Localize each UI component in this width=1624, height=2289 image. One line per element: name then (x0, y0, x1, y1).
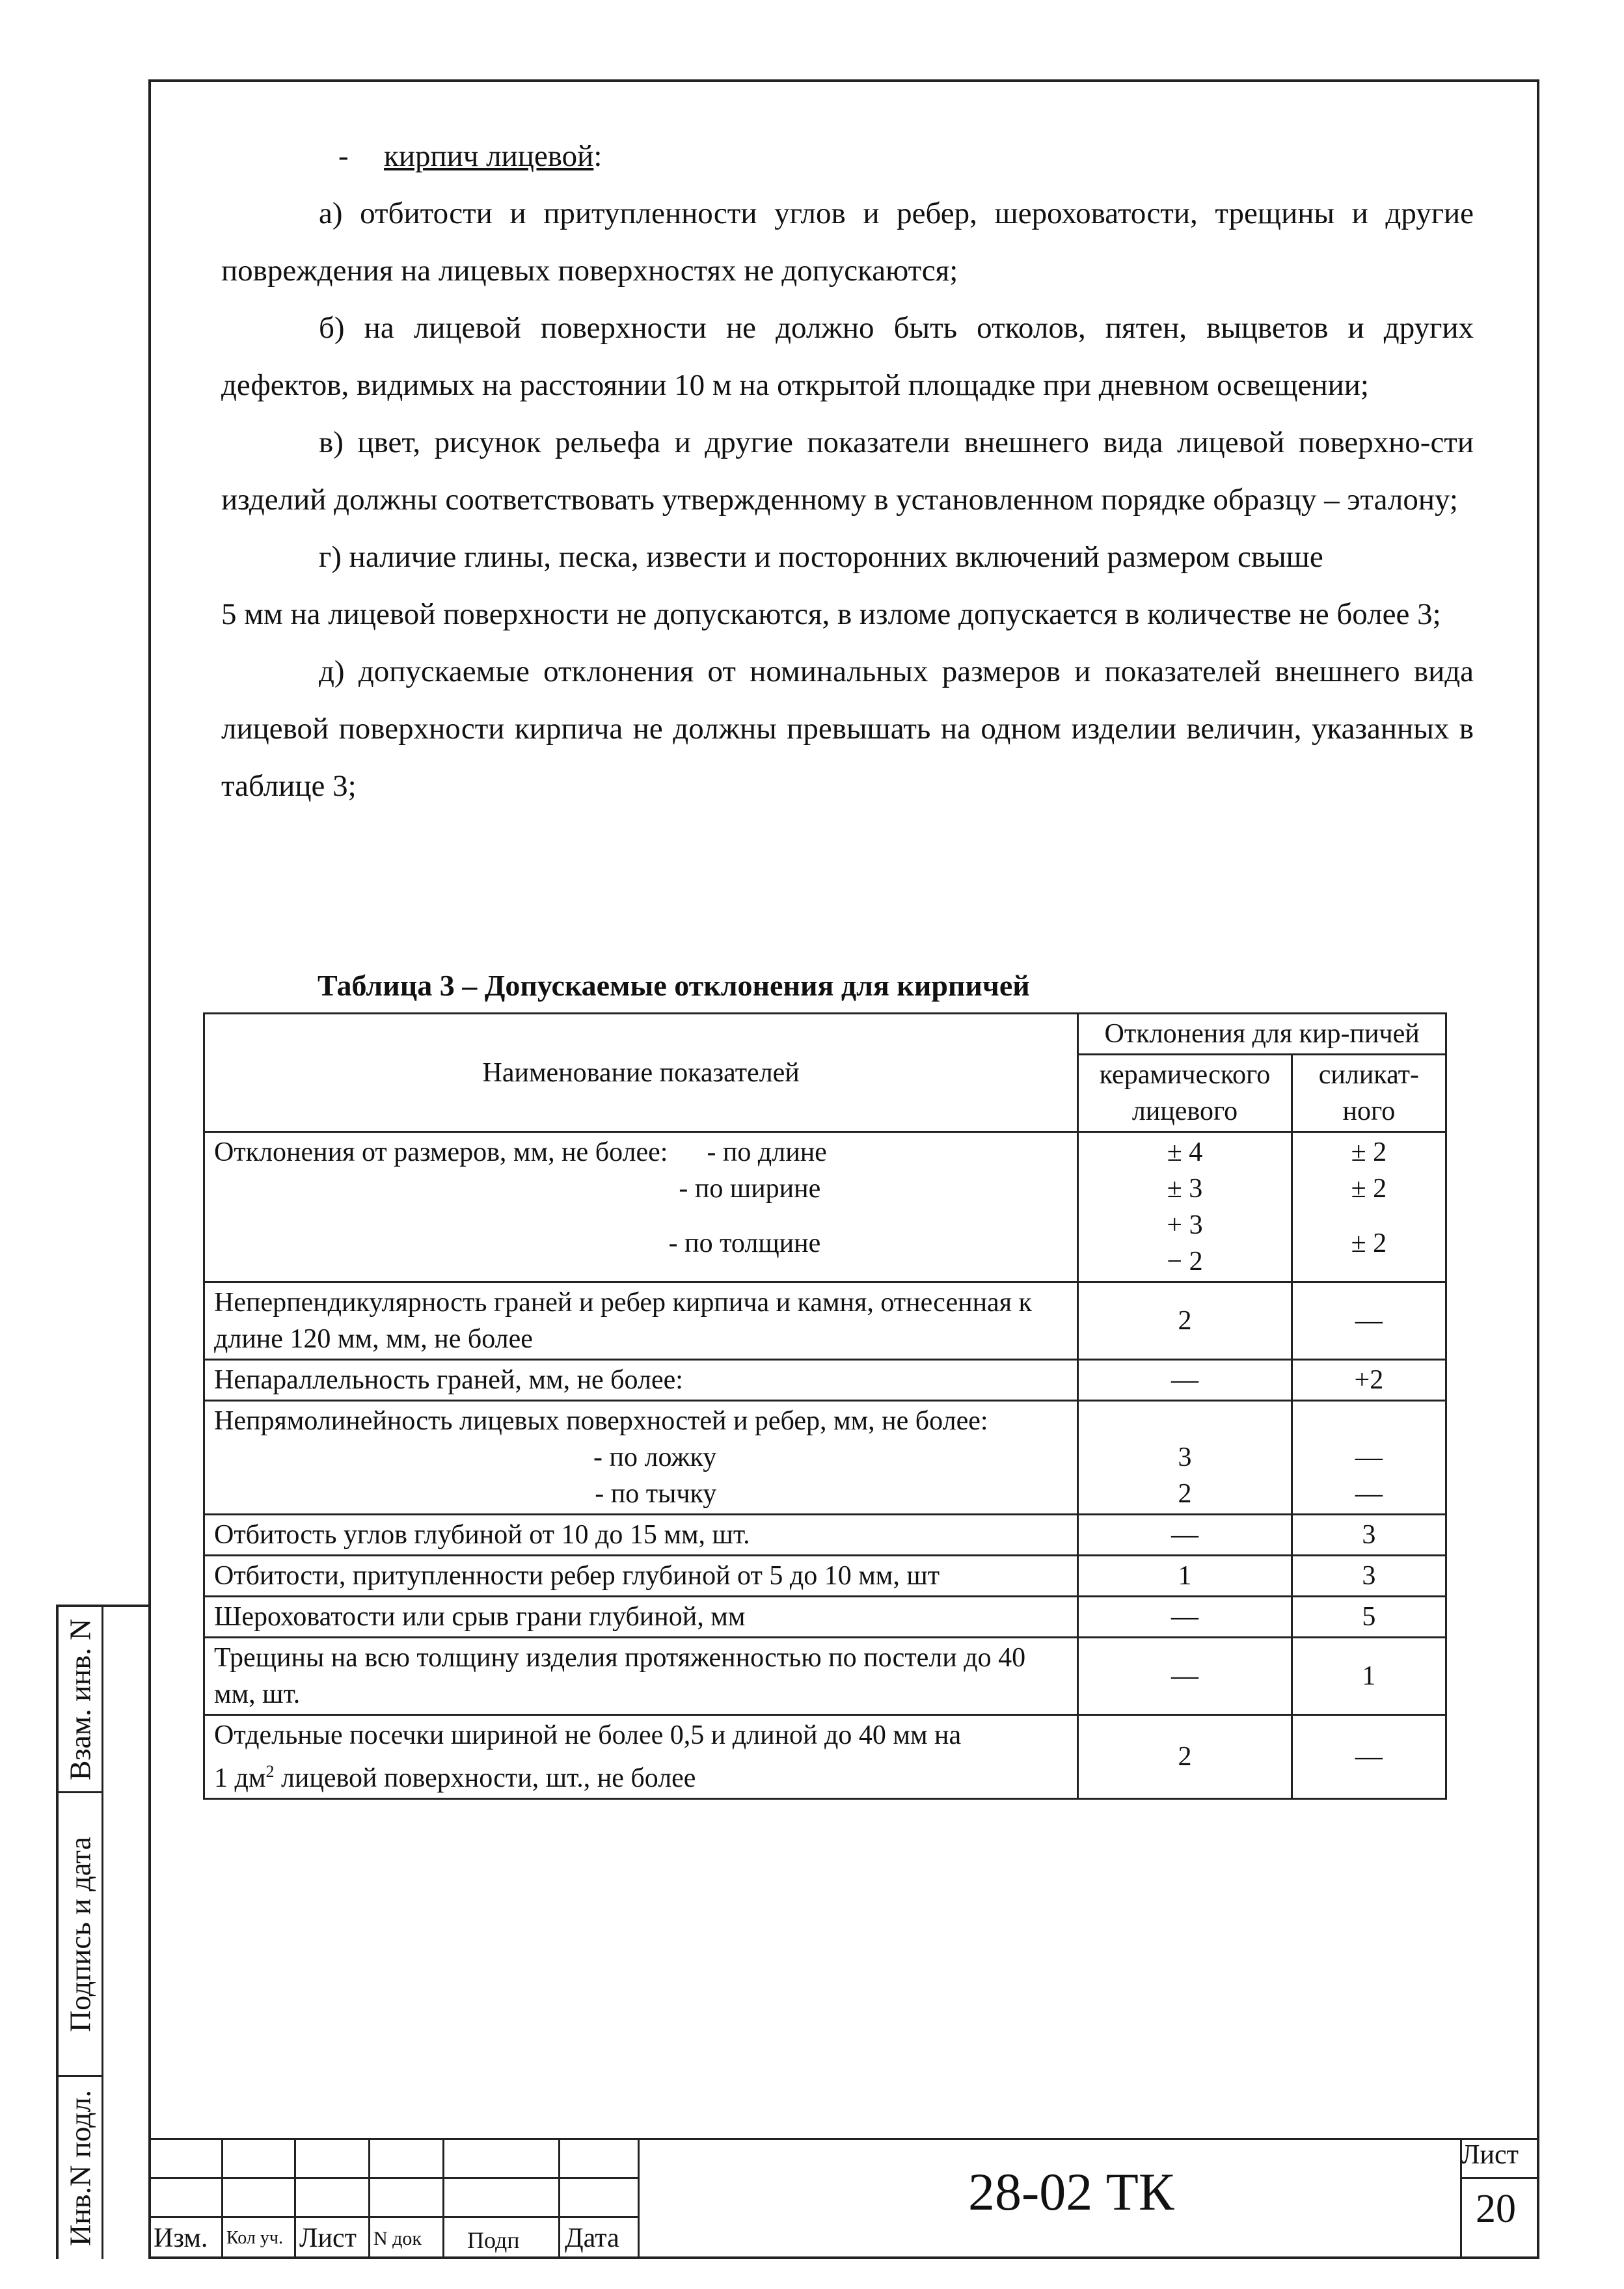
paragraph-v: в) цвет, рисунок рельефа и другие показатели внешнего вида лицевой поверхно-сти изделий должны соответствовать утвержденному в установленном порядке образцу – эталону; (221, 426, 1474, 517)
table-title: Таблица 3 – Допускаемые отклонения для кирпичей (318, 969, 1030, 1002)
side-cell-vzam: Взам. инв. N (59, 1607, 102, 1793)
stamp-list: Лист (299, 2223, 357, 2253)
stamp-izm: Изм. (154, 2223, 208, 2253)
paragraph-d: д) допускаемые отклонения от номинальных размеров и показателей внешнего вида лицевой поверхности кирпича не должны превышать на одном изделии величин, указанных в таблице 3; (221, 655, 1474, 803)
document-code: 28-02 ТК (968, 2162, 1174, 2221)
title-block (148, 2138, 1539, 2259)
paragraph-b: б) на лицевой поверхности не должно быть отколов, пятен, выцветов и других дефектов, видимых на расстоянии 10 м на открытой площадке при дневном освещении; (221, 311, 1474, 402)
paragraph-g-line2: 5 мм на лицевой поверхности не допускаются, в изломе допускается в количестве не более 3; (221, 597, 1441, 631)
header-indicator-name: Наименование показателей (204, 1014, 1078, 1132)
deviations-table (203, 1012, 1447, 1800)
table-row: Отбитость углов глубиной от 10 до 15 мм, шт. — 3 (204, 1515, 1446, 1556)
paragraph-g-line1: г) наличие глины, песка, извести и посторонних включений размером свыше (319, 540, 1323, 574)
table-row: Непараллельность граней, мм, не более: — +2 (204, 1360, 1446, 1401)
table-row: Трещины на всю толщину изделия протяженностью по постели до 40 мм, шт. — 1 (204, 1638, 1446, 1715)
paragraph-a: а) отбитости и притупленности углов и ребер, шероховатости, трещины и другие повреждения на лицевых поверхностях не допускаются; (221, 196, 1474, 288)
stamp-podp: Подп (467, 2227, 520, 2253)
stamp-data: Дата (565, 2223, 619, 2253)
header-ceramic: керамического лицевого (1078, 1055, 1292, 1132)
side-cell-inv-podl: Инв.N подл. (63, 2090, 97, 2246)
face-brick-heading: кирпич лицевой (384, 139, 594, 173)
table-row: Непрямолинейность лицевых поверхностей и ребер, мм, не более: - по ложку - по тычку 3 2 — — (204, 1401, 1446, 1515)
side-cell-signature: Подпись и дата (59, 1793, 102, 2077)
stamp-kol-uch: Кол уч. (226, 2228, 283, 2248)
stamp-n-dok: N док (373, 2228, 422, 2249)
table-row: Отдельные посечки шириной не более 0,5 и длиной до 40 мм на 1 $дм^2$ лицевой поверхности, шт., не более 2 — (204, 1715, 1446, 1799)
side-stamp (56, 1605, 148, 2259)
table-row: Неперпендикулярность граней и ребер кирпича и камня, отнесенная к длине 120 мм, мм, не более 2 — (204, 1282, 1446, 1360)
table-row: Отклонения от размеров, мм, не более: - по длине - по ширине - по толщине ± 4 ± 3 + 3 − 2 ± 2 ± 2 ± 2 (204, 1132, 1446, 1282)
list-item-face-brick: - кирпич лицевой: (338, 139, 602, 173)
header-silicate: силикат-ного (1292, 1055, 1446, 1132)
header-deviations-group: Отклонения для кир-пичей (1078, 1014, 1446, 1055)
document-body (221, 128, 1474, 815)
table-row: Шероховатости или срыв грани глубиной, мм — 5 (204, 1597, 1446, 1638)
sheet-label: Лист (1461, 2140, 1519, 2170)
table-row: Отбитости, притупленности ребер глубиной от 5 до 10 мм, шт 1 3 (204, 1556, 1446, 1597)
table-header-row (204, 1014, 1446, 1055)
sheet-number: 20 (1476, 2187, 1516, 2231)
